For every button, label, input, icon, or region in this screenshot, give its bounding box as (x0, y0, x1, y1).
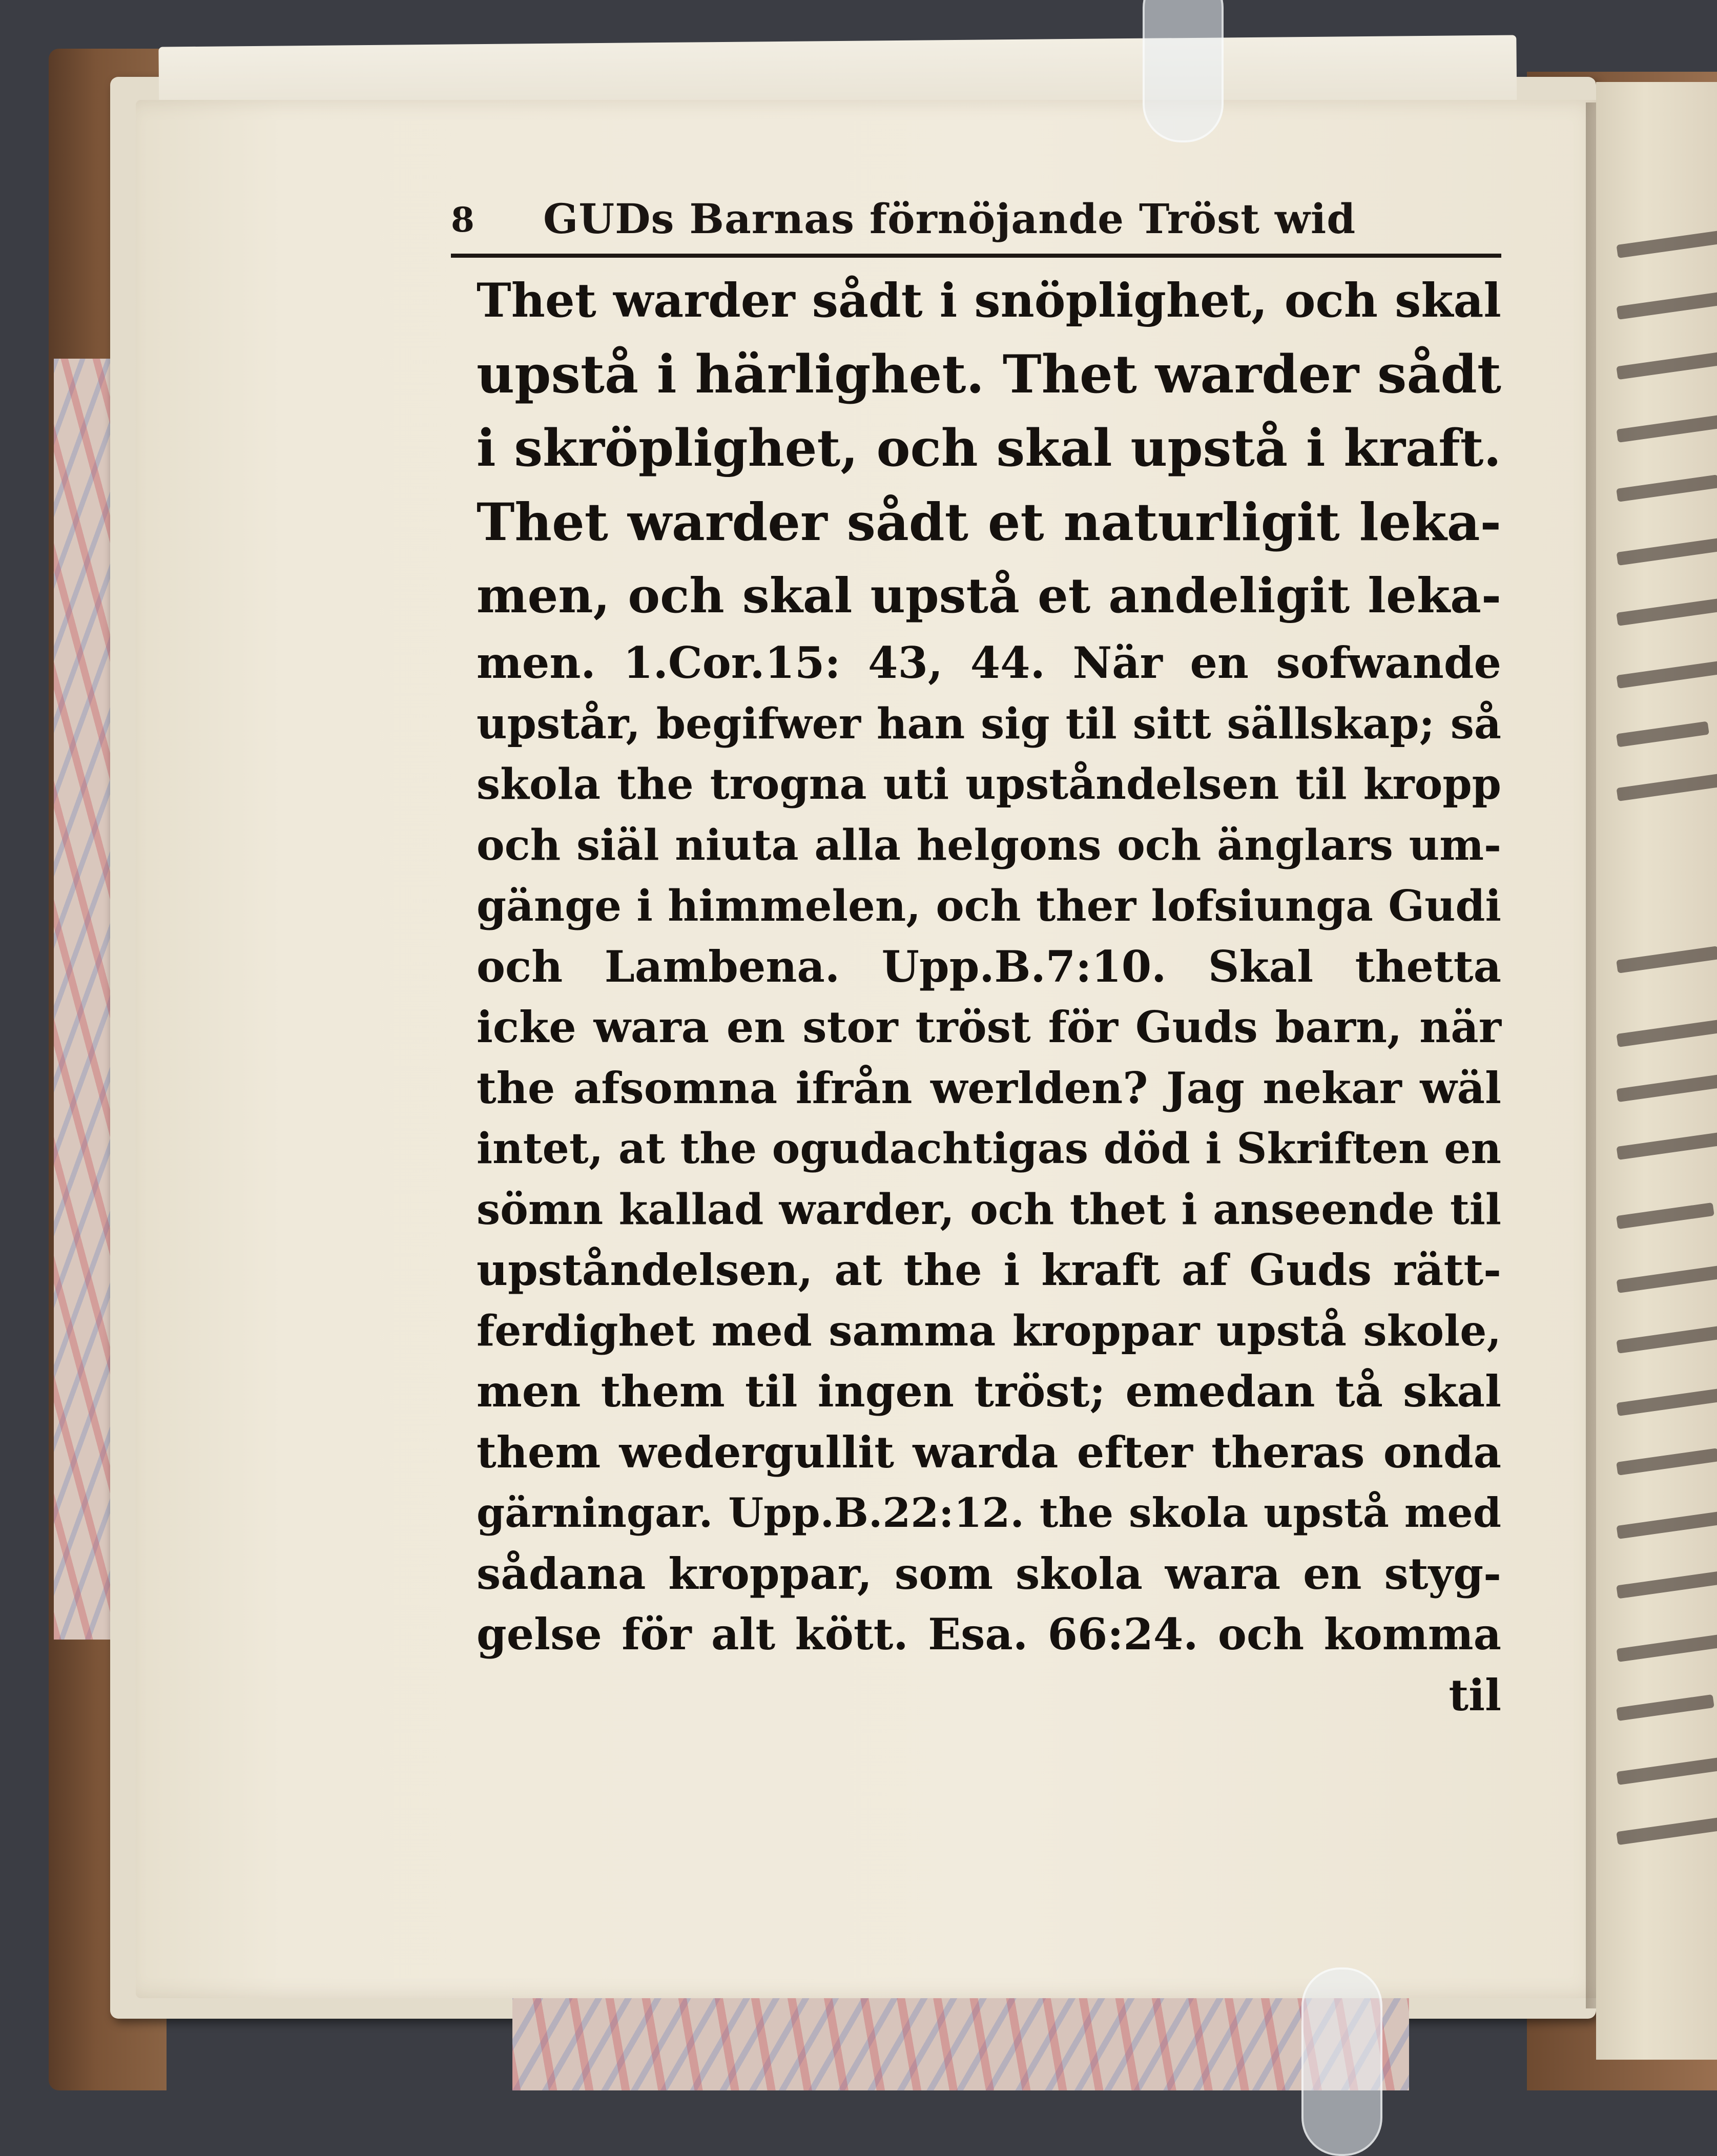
text-line: Thet warder sådt et naturligit leka- (477, 492, 1501, 552)
catchword: til (1449, 1669, 1501, 1720)
text-line: upstå i härlighet. Thet warder sådt (477, 344, 1501, 405)
glass-clip-bottom (1301, 1967, 1382, 2156)
marbled-edge-bottom (512, 1988, 1409, 2090)
text-line: sådana kroppar, som skola wara en styg- (477, 1548, 1501, 1599)
running-head: GUDs Barnas förnöjande Tröst wid (543, 195, 1356, 243)
glass-clip-top (1143, 0, 1224, 142)
text-line: i skröplighet, och skal upstå i kraft. (477, 419, 1501, 478)
text-line: och siäl niuta alla helgons och änglars um- (477, 820, 1501, 870)
text-line: gelse för alt kött. Esa. 66:24. och komma (477, 1609, 1501, 1660)
text-line: Thet warder sådt i snöplighet, och skal (477, 274, 1501, 328)
text-line: ferdighet med samma kroppar upstå skole, (477, 1306, 1501, 1356)
text-line: gänge i himmelen, och ther lofsiunga Gudi (477, 881, 1501, 931)
text-line: icke wara en stor tröst för Guds barn, när (477, 1002, 1501, 1052)
text-line: upståndelsen, at the i kraft af Guds rätt- (477, 1245, 1501, 1295)
text-line: men them til ingen tröst; emedan tå skal (477, 1366, 1501, 1417)
text-line: the afsomna ifrån werlden? Jag nekar wäl (477, 1062, 1501, 1113)
text-line: them wedergullit warda efter theras onda (477, 1426, 1501, 1478)
text-line: upstår, begifwer han sig til sitt sällskap; så (477, 699, 1501, 749)
page-number: 8 (451, 200, 474, 240)
text-line: intet, at the ogudachtigas död i Skriften en (477, 1124, 1501, 1173)
page-header (451, 190, 1501, 256)
text-line: skola the trogna uti upståndelsen til kropp (477, 760, 1501, 809)
text-line: men. 1.Cor.15: 43, 44. När en sofwande (477, 637, 1501, 688)
text-line: gärningar. Upp.B.22:12. the skola upstå med (477, 1489, 1501, 1537)
facing-page-edge (1596, 82, 1717, 2060)
text-line: och Lambena. Upp.B.7:10. Skal thetta (477, 941, 1501, 992)
body-text (477, 264, 1501, 1726)
text-line: sömn kallad warder, och thet i anseende til (477, 1185, 1501, 1234)
text-line: men, och skal upstå et andeligit leka- (477, 568, 1501, 624)
header-rule (451, 254, 1501, 258)
